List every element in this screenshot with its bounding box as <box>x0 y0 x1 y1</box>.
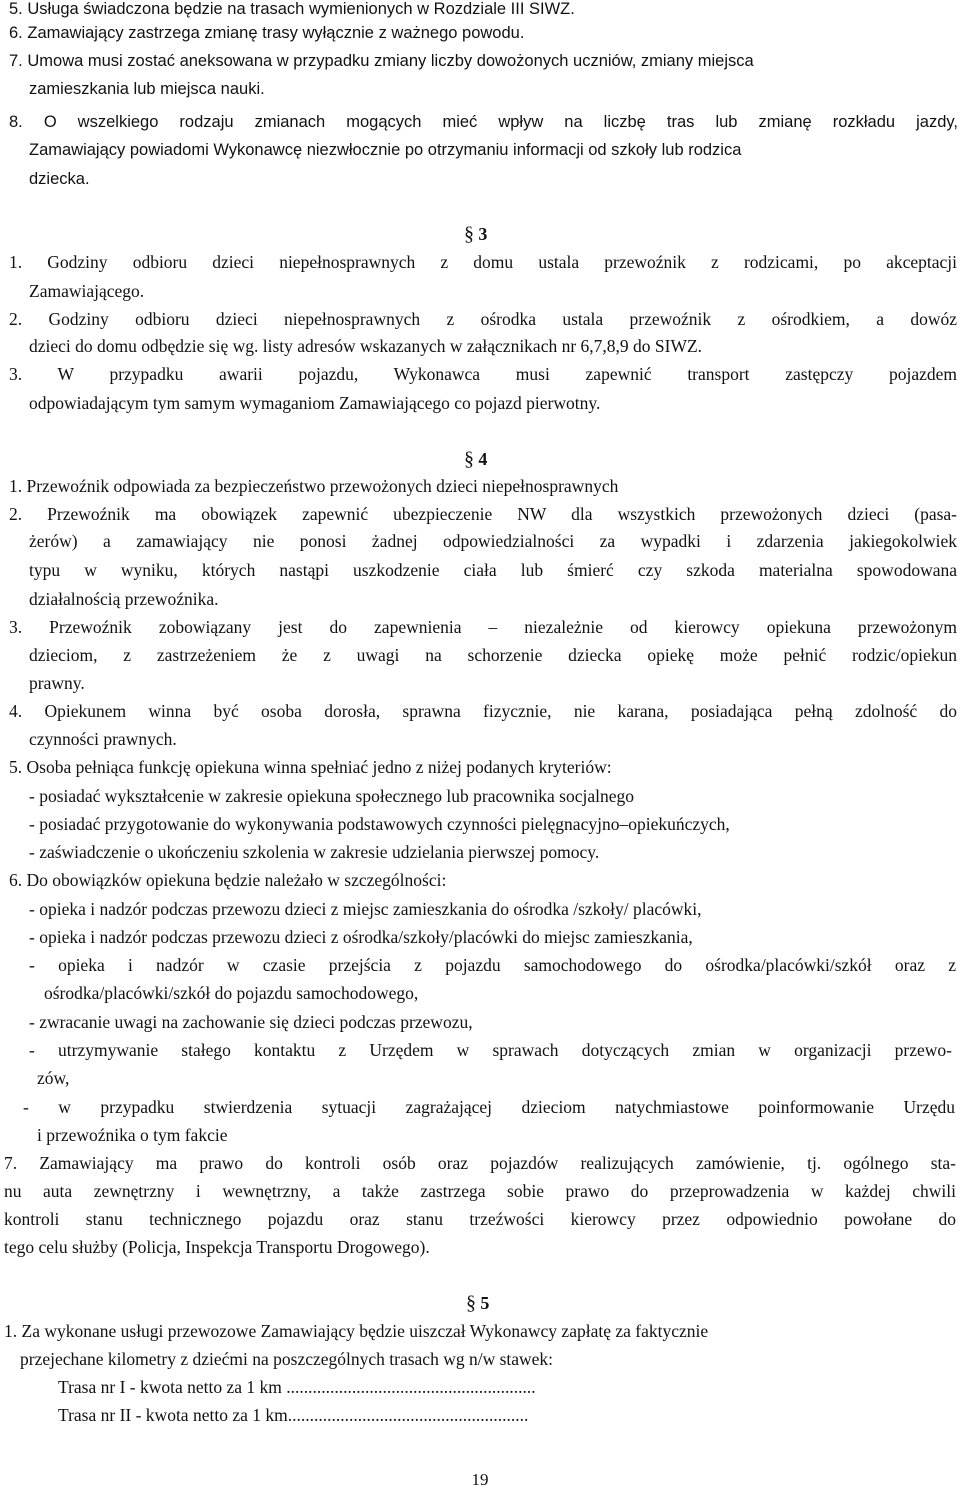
list-item-8-cont: Zamawiający powiadomi Wykonawcę niezwłocznie po otrzymaniu informacji od szkoły lub rodzica <box>29 141 742 159</box>
s3-point-3-cont: odpowiadającym tym samym wymaganiom Zamawiającego co pojazd pierwotny. <box>29 393 601 413</box>
s4-point-2-cont: żerów) a zamawiający nie ponosi żadnej odpowiedzialności za wypadki i zdarzenia jakiegokolwiek <box>29 531 957 551</box>
s4-point-6-duty-cont: ośrodka/placówki/szkół do pojazdu samochodowego, <box>44 983 419 1003</box>
list-item-7-cont: zamieszkania lub miejsca nauki. <box>29 80 265 98</box>
list-item-7: 7. Umowa musi zostać aneksowana w przypadku zmiany liczby dowożonych uczniów, zmiany miejsca <box>9 52 754 70</box>
s4-point-1: 1. Przewoźnik odpowiada za bezpieczeństwo przewożonych dzieci niepełnosprawnych <box>9 476 619 496</box>
s4-point-6-duty-cont: zów, <box>37 1068 70 1088</box>
s3-point-1: 1. Godziny odbioru dzieci niepełnosprawnych z domu ustala przewoźnik z rodzicami, po akceptacji <box>9 252 958 272</box>
s4-point-6-duty: - w przypadku stwierdzenia sytuacji zagrażającej dzieciom natychmiastowe poinformowanie Urzędu <box>23 1097 955 1117</box>
s4-point-5-criterion: - posiadać wykształcenie w zakresie opiekuna społecznego lub pracownika socjalnego <box>29 786 634 806</box>
s4-point-7-cont: nu auta zewnętrzny i wewnętrzny, a także zastrzega sobie prawo do przeprowadzenia w każdej chwili <box>4 1181 956 1201</box>
s4-point-6-duty: - opieka i nadzór podczas przewozu dzieci z miejsc zamieszkania do ośrodka /szkoły/ placówki, <box>29 899 702 919</box>
section-heading-4: § 4 <box>464 448 488 470</box>
s4-point-6-duty: - utrzymywanie stałego kontaktu z Urzędem w sprawach dotyczących zmian w organizacji przewo- <box>29 1040 952 1060</box>
s4-point-2: 2. Przewoźnik ma obowiązek zapewnić ubezpieczenie NW dla wszystkich przewożonych dzieci (pasa- <box>9 504 958 524</box>
section-heading-3: § 3 <box>464 223 488 245</box>
list-item-5: 5. Usługa świadczona będzie na trasach wymienionych w Rozdziale III SIWZ. <box>9 0 575 18</box>
rate-row-route-2: Trasa nr II - kwota netto za 1 km....................................................... <box>58 1405 529 1425</box>
s3-point-1-cont: Zamawiającego. <box>29 281 145 301</box>
list-item-8-cont: dziecka. <box>29 170 90 188</box>
rate-row-route-1: Trasa nr I - kwota netto za 1 km ......................................................... <box>58 1377 536 1397</box>
s4-point-6-duty: - opieka i nadzór podczas przewozu dzieci z ośrodka/szkoły/placówki do miejsc zamieszkania, <box>29 927 693 947</box>
s4-point-6: 6. Do obowiązków opiekuna będzie należało w szczególności: <box>9 870 447 890</box>
s3-point-2: 2. Godziny odbioru dzieci niepełnosprawnych z ośrodka ustala przewoźnik z ośrodkiem, a dowóz <box>9 309 957 329</box>
s4-point-4: 4. Opiekunem winna być osoba dorosła, sprawna fizycznie, nie karana, posiadająca pełną zdolność do <box>9 701 957 721</box>
s4-point-3: 3. Przewoźnik zobowiązany jest do zapewnienia – niezależnie od kierowcy opiekuna przewożonym <box>9 617 958 637</box>
section-heading-5: § 5 <box>466 1292 490 1314</box>
s4-point-2-cont: typu w wyniku, których nastąpi uszkodzenie ciała lub śmierć czy szkoda materialna spowodowana <box>29 560 957 580</box>
s4-point-5: 5. Osoba pełniąca funkcję opiekuna winna spełniać jedno z niżej podanych kryteriów: <box>9 757 612 777</box>
s4-point-7-cont: tego celu służby (Policja, Inspekcja Transportu Drogowego). <box>4 1237 430 1257</box>
s4-point-4-cont: czynności prawnych. <box>29 729 177 749</box>
s3-point-3: 3. W przypadku awarii pojazdu, Wykonawca musi zapewnić transport zastępczy pojazdem <box>9 364 957 384</box>
list-item-6: 6. Zamawiający zastrzega zmianę trasy wyłącznie z ważnego powodu. <box>9 24 525 42</box>
page-number: 19 <box>471 1470 489 1489</box>
s3-point-2-cont: dzieci do domu odbędzie się wg. listy adresów wskazanych w załącznikach nr 6,7,8,9 do SIWZ. <box>29 336 703 356</box>
s4-point-7-cont: kontroli stanu technicznego pojazdu oraz stanu trzeźwości kierowcy przez odpowiednio powołane do <box>4 1209 956 1229</box>
list-item-8: 8. O wszelkiego rodzaju zmianach mogących mieć wpływ na liczbę tras lub zmianę rozkładu jazdy, <box>9 113 958 131</box>
s4-point-5-criterion: - zaświadczenie o ukończeniu szkolenia w zakresie udzielania pierwszej pomocy. <box>29 842 600 862</box>
s4-point-3-cont: prawny. <box>29 673 85 693</box>
s4-point-3-cont: dzieciom, z zastrzeżeniem że z uwagi na schorzenie dziecka opiekę może pełnić rodzic/opiekun <box>29 645 957 665</box>
s4-point-6-duty-cont: i przewoźnika o tym fakcie <box>37 1125 228 1145</box>
s4-point-6-duty: - zwracanie uwagi na zachowanie się dzieci podczas przewozu, <box>29 1012 473 1032</box>
s4-point-6-duty: - opieka i nadzór w czasie przejścia z pojazdu samochodowego do ośrodka/placówki/szkół oraz z <box>29 955 956 975</box>
s5-point-1: 1. Za wykonane usługi przewozowe Zamawiający będzie uiszczał Wykonawcy zapłatę za faktycznie <box>4 1321 709 1341</box>
s4-point-7: 7. Zamawiający ma prawo do kontroli osób oraz pojazdów realizujących zamówienie, tj. ogólnego sta- <box>4 1153 956 1173</box>
s4-point-2-cont: działalnością przewoźnika. <box>29 589 219 609</box>
s5-point-1-cont: przejechane kilometry z dziećmi na poszczególnych trasach wg n/w stawek: <box>20 1349 554 1369</box>
s4-point-5-criterion: - posiadać przygotowanie do wykonywania podstawowych czynności pielęgnacyjno–opiekuńczych, <box>29 814 730 834</box>
